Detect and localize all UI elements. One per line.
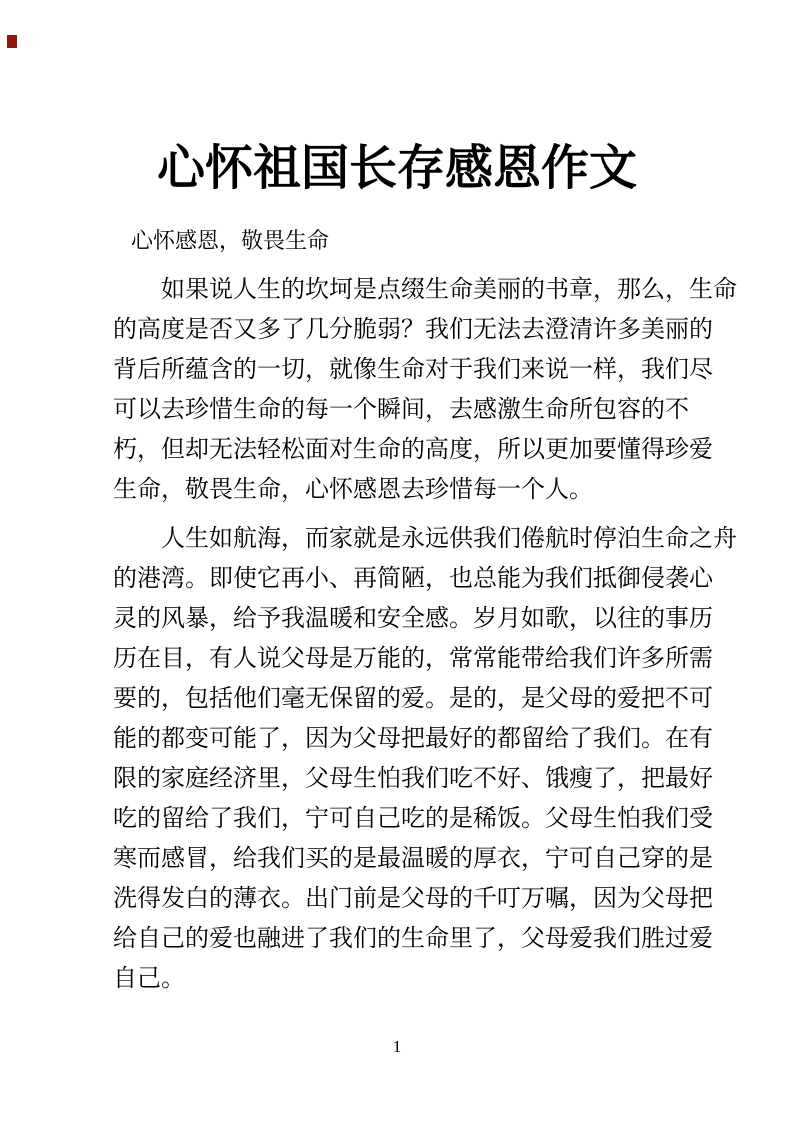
body-line: 生命，敬畏生命，心怀感恩去珍惜每一个人。 [113, 477, 593, 503]
body-line: 灵的风暴，给予我温暖和安全感。岁月如歌，以往的事历 [113, 606, 713, 632]
page-title: 心怀祖国长存感恩作文 [156, 142, 637, 195]
body-line: 吃的留给了我们，宁可自己吃的是稀饭。父母生怕我们受 [113, 806, 713, 832]
body-line: 寒而感冒，给我们买的是最温暖的厚衣，宁可自己穿的是 [113, 846, 713, 872]
body-line: 背后所蕴含的一切，就像生命对于我们来说一样，我们尽 [113, 357, 713, 383]
body-line: 自己。 [113, 966, 185, 992]
body-line: 人生如航海，而家就是永远供我们倦航时停泊生命之舟 [161, 526, 737, 552]
paragraph-1 [113, 270, 737, 510]
body-line: 要的，包括他们毫无保留的爱。是的，是父母的爱把不可 [113, 686, 713, 712]
corner-mark [7, 35, 17, 48]
body-line: 给自己的爱也融进了我们的生命里了，父母爱我们胜过爱 [113, 926, 713, 952]
body-line: 历在目，有人说父母是万能的，常常能带给我们许多所需 [113, 646, 713, 672]
paragraph-2 [113, 519, 737, 999]
body-line: 的港湾。即使它再小、再简陋，也总能为我们抵御侵袭心 [113, 566, 713, 592]
body-line: 的高度是否又多了几分脆弱？我们无法去澄清许多美丽的 [113, 317, 713, 343]
subheading: 心怀感恩，敬畏生命 [131, 228, 330, 253]
body-line: 可以去珍惜生命的每一个瞬间，去感激生命所包容的不 [113, 397, 689, 423]
page-number: 1 [392, 1037, 402, 1056]
body-line: 洗得发白的薄衣。出门前是父母的千叮万嘱，因为父母把 [113, 886, 713, 912]
body-line: 如果说人生的坎坷是点缀生命美丽的书章，那么，生命 [161, 277, 737, 303]
body-line: 限的家庭经济里，父母生怕我们吃不好、饿瘦了，把最好 [113, 766, 713, 792]
document-body [113, 270, 737, 999]
body-line: 能的都变可能了，因为父母把最好的都留给了我们。在有 [113, 726, 713, 752]
body-line: 朽，但却无法轻松面对生命的高度，所以更加要懂得珍爱 [113, 437, 713, 463]
